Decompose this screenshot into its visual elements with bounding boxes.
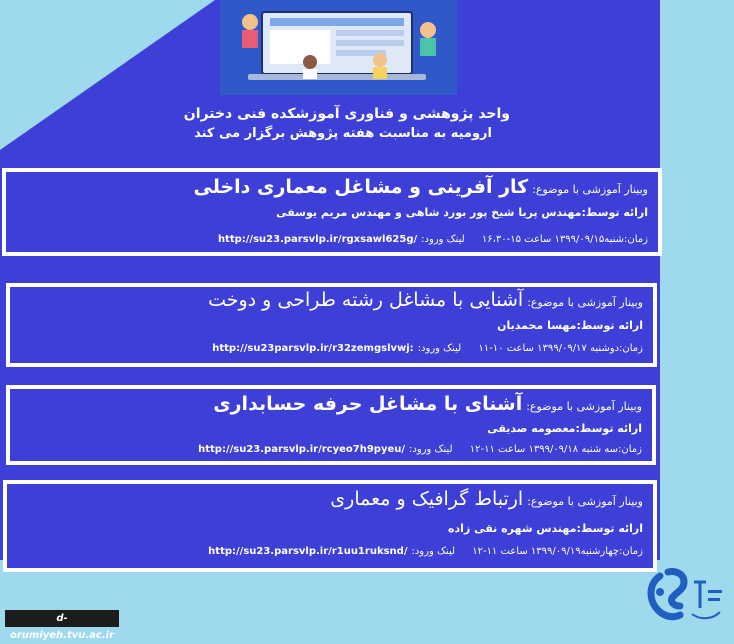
- light-triangle-right: [660, 0, 734, 634]
- webinar-presenter: ارائه توسط:مهسا محمدیان: [497, 319, 643, 332]
- webinar-title-row: [330, 488, 643, 510]
- webinar-title: ارتباط گرافیک و معماری: [330, 488, 524, 510]
- webinar-title: کار آفرینی و مشاغل معماری داخلی: [193, 176, 529, 198]
- webinar-time-row: [198, 444, 642, 455]
- webinar-link[interactable]: http://su23.parsvlp.ir/rgxsawl625g/: [217, 234, 418, 245]
- webinar-prefix: وبینار آموزشی با موضوع:: [532, 183, 648, 196]
- laptop-illustration-icon: [220, 0, 457, 95]
- webinar-link-label: لینک ورود:: [421, 234, 465, 245]
- announcement-line-1: واحد پژوهشی و فناوری آموزشکده فنی دختران: [183, 106, 510, 122]
- webinar-title-row: [194, 176, 649, 198]
- webinar-time-row: [212, 343, 643, 354]
- webinar-link[interactable]: http://su23.parsvlp.ir/rcyeo7h9pyeu/: [198, 444, 406, 455]
- webinar-link-label: لینک ورود:: [411, 546, 456, 557]
- webinar-card-2: [6, 283, 657, 367]
- organizer-announcement: [160, 104, 510, 144]
- webinar-link-label: لینک ورود:: [417, 343, 462, 354]
- webinar-time: زمان:سه شنبه ۱۳۹۹/۰۹/۱۸ ساعت ۱۱-۱۲: [469, 444, 642, 455]
- webinar-prefix: وبینار آموزشی با موضوع:: [526, 400, 642, 413]
- webinar-card-4: [3, 480, 657, 572]
- webinar-link[interactable]: http://su23.parsvlp.ir/r1uu1ruksnd/: [208, 546, 408, 557]
- webinar-card-3: [6, 385, 656, 465]
- announcement-line-2: ارومیه به مناسبت هفته پژوهش برگزار می کند: [194, 126, 492, 141]
- webinar-time: زمان:چهارشنبه۱۳۹۹/۰۹/۱۹ ساعت ۱۱-۱۲: [472, 546, 643, 557]
- webinar-presenter: ارائه توسط:معصومه صدیقی: [487, 422, 642, 435]
- webinar-link-label: لینک ورود:: [409, 444, 453, 455]
- webinar-link[interactable]: http://su23parsvlp.ir/r32zemgslvwj:: [212, 343, 414, 354]
- webinar-time-row: [218, 234, 648, 245]
- tvu-logo-icon: [646, 568, 728, 630]
- webinar-time: زمان:دوشنبه ۱۳۹۹/۰۹/۱۷ ساعت ۱۰-۱۱: [478, 343, 643, 354]
- webinar-title: آشنای با مشاغل حرفه حسابداری: [213, 393, 523, 415]
- webinar-time-row: [208, 546, 643, 557]
- webinar-time: زمان:شنبه۱۳۹۹/۰۹/۱۵ ساعت ۱۵-۱۶،۳۰: [481, 234, 648, 245]
- webinar-title-row: [208, 289, 643, 311]
- site-domain-label[interactable]: d-orumiyeh.tvu.ac.ir: [5, 610, 119, 627]
- webinar-presenter: ارائه توسط:مهندس شهره نقی زاده: [448, 522, 643, 535]
- header-laptop-illustration: [220, 0, 457, 95]
- webinar-prefix: وبینار آموزشی با موضوع:: [527, 296, 643, 309]
- webinar-prefix: وبینار آموزشی با موضوع:: [527, 495, 643, 508]
- webinar-title: آشنایی با مشاغل رشته طراحی و دوخت: [208, 289, 524, 311]
- webinar-presenter: ارائه توسط:مهندس پریا شیخ پور بورد شاهی و مهندس مریم یوسفی: [276, 206, 648, 219]
- webinar-card-1: [2, 168, 662, 256]
- webinar-title-row: [213, 393, 642, 415]
